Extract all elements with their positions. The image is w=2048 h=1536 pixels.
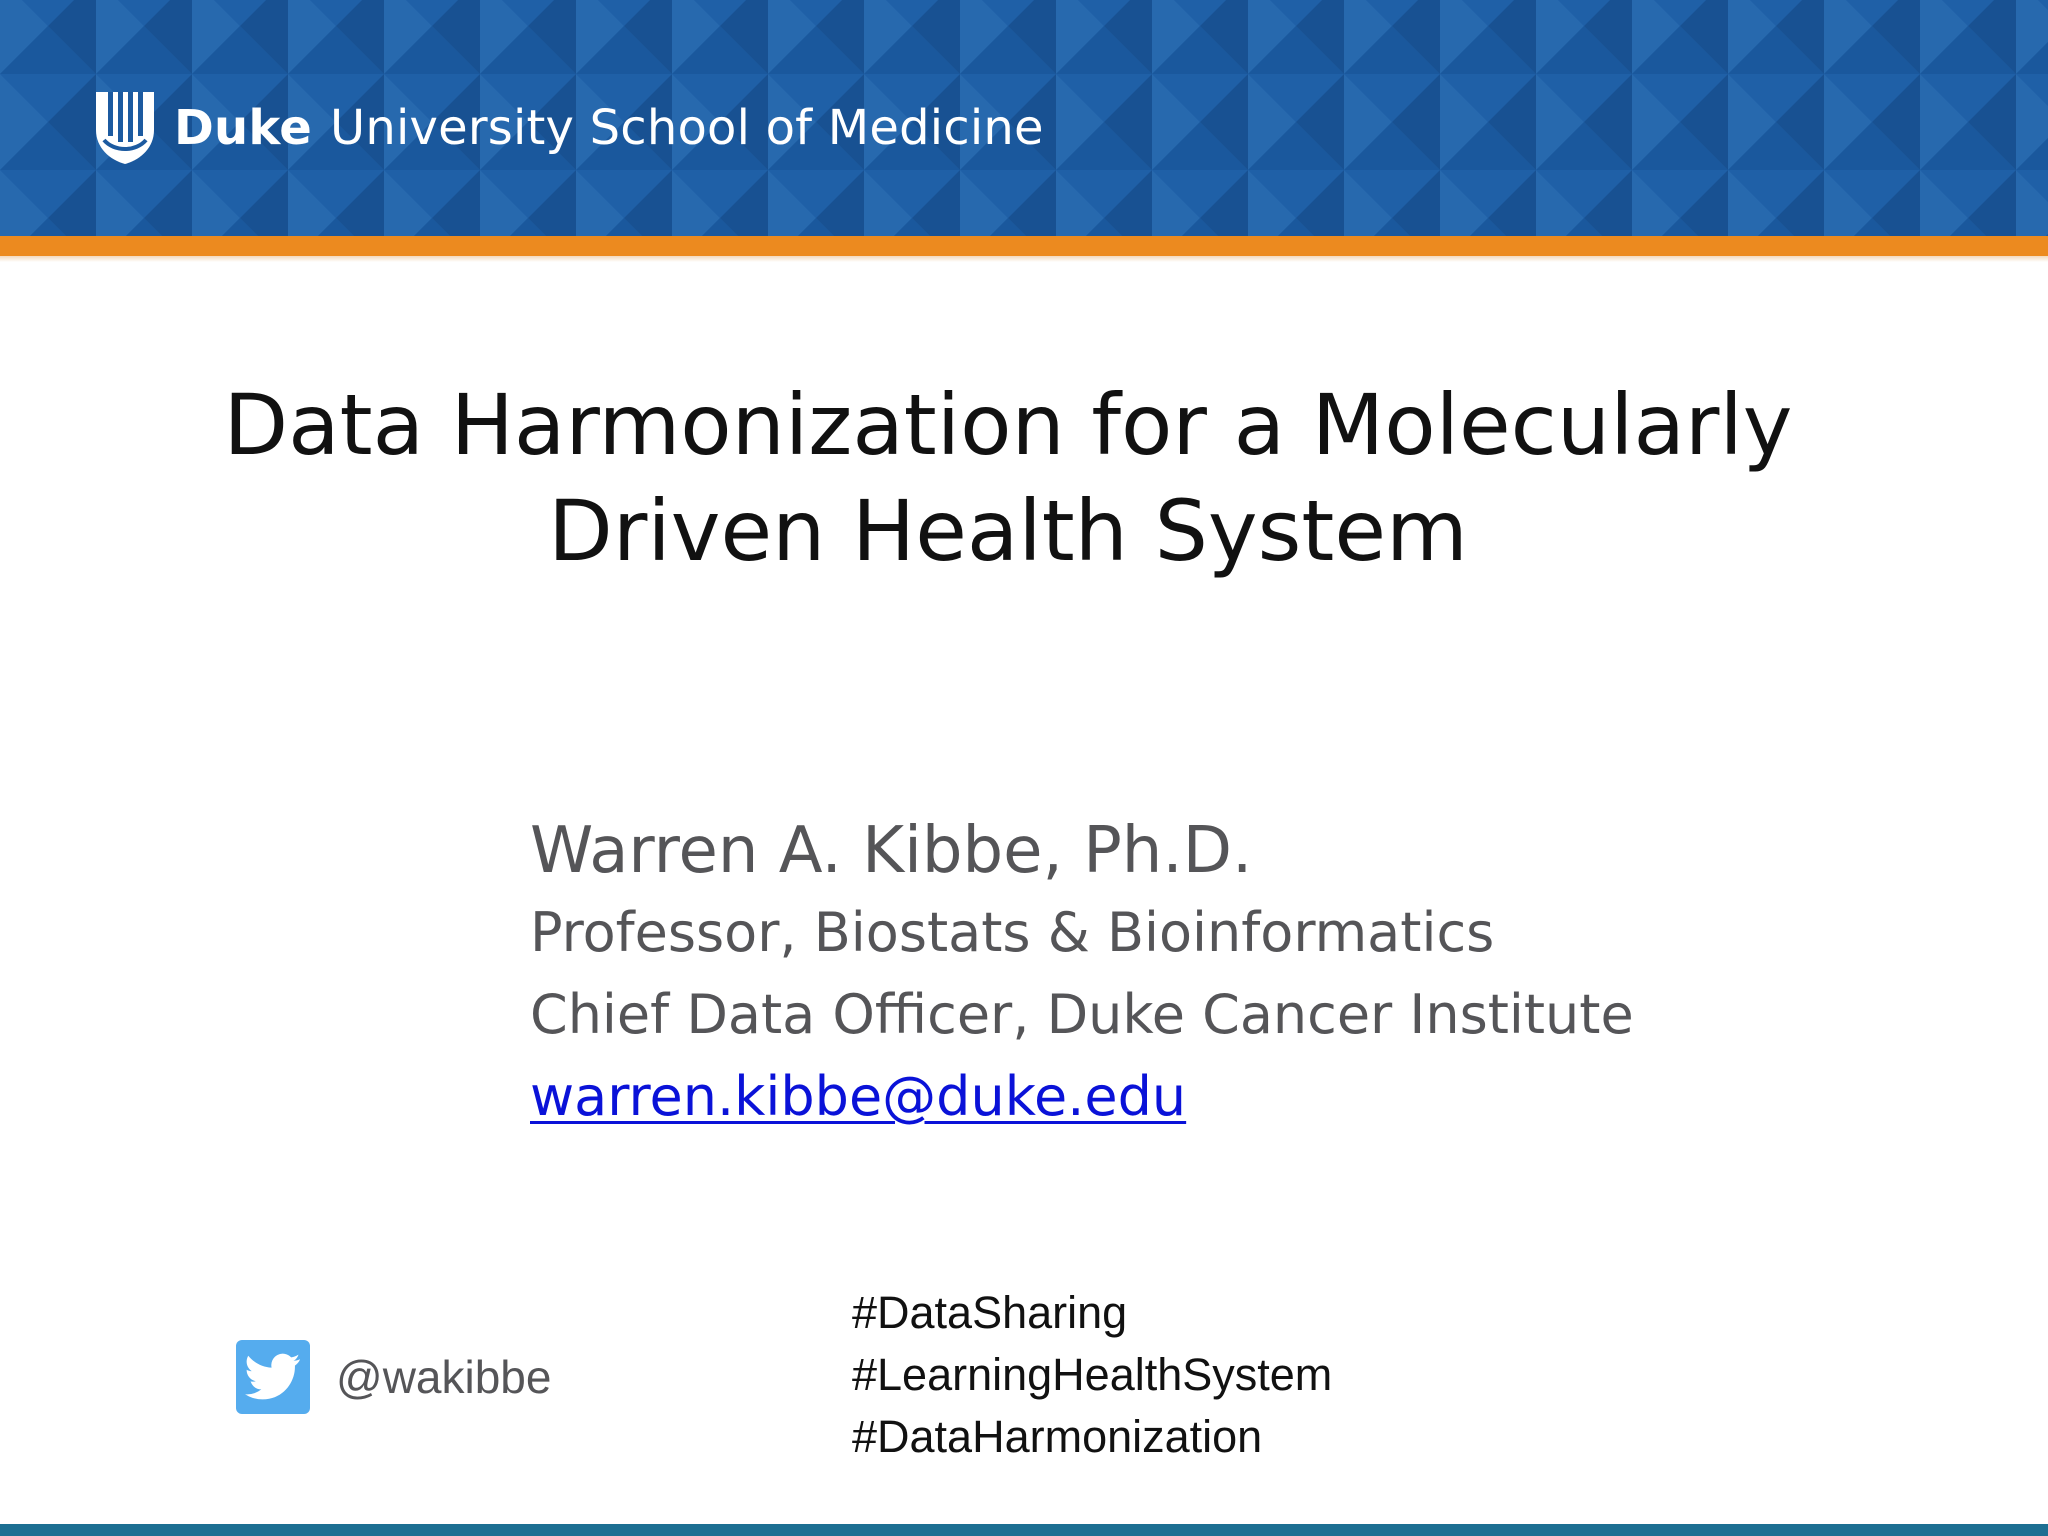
- hashtag-item: #DataSharing: [852, 1287, 1128, 1338]
- author-name: Warren A. Kibbe, Ph.D.: [530, 814, 1253, 888]
- hashtag-list: [852, 1282, 1332, 1468]
- logo-brand: Duke: [174, 100, 313, 156]
- slide-title-line-1: Data Harmonization for a Molecularly: [223, 376, 1793, 474]
- author-position: Professor, Biostats & Bioinformatics: [530, 901, 1495, 964]
- duke-shield-icon: [94, 90, 156, 166]
- author-block: [530, 810, 1930, 1138]
- twitter-handle-group: [236, 1340, 551, 1414]
- hashtag-item: #DataHarmonization: [852, 1411, 1263, 1462]
- orange-rule-shadow: [0, 256, 2048, 262]
- twitter-bird-icon: [236, 1340, 310, 1414]
- twitter-handle-text: @wakibbe: [336, 1351, 552, 1403]
- slide-title-line-2: Driven Health System: [548, 482, 1468, 580]
- slide-title: [0, 372, 2016, 584]
- author-email-link[interactable]: warren.kibbe@duke.edu: [530, 1065, 1187, 1128]
- bottom-rule: [0, 1524, 2048, 1536]
- logo-subtitle: University School of Medicine: [330, 100, 1044, 156]
- author-role: Chief Data Officer, Duke Cancer Institute: [530, 983, 1634, 1046]
- header-banner: [0, 0, 2048, 236]
- logo-wordmark: [174, 100, 1044, 156]
- duke-logo: [94, 86, 1044, 170]
- orange-accent-rule: [0, 236, 2048, 256]
- hashtag-item: #LearningHealthSystem: [852, 1349, 1333, 1400]
